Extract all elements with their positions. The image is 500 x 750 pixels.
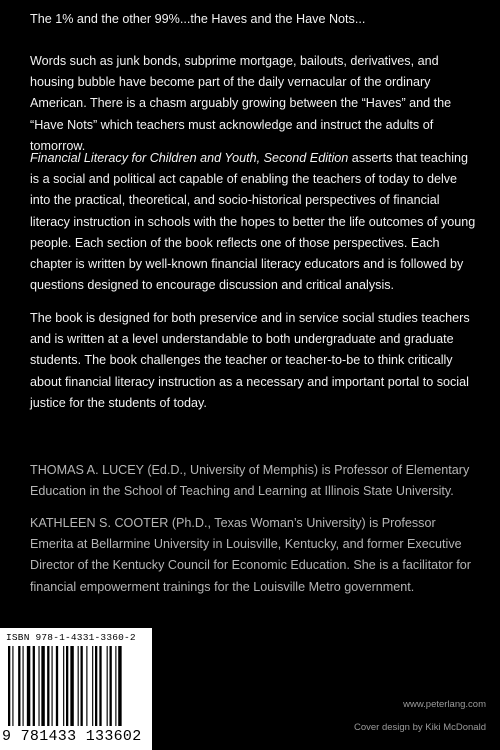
- book-title: Financial Literacy for Children and Youth, Second Edition: [30, 151, 349, 165]
- paragraph-2: [30, 148, 476, 296]
- paragraph-1: Words such as junk bonds, subprime mortgage, bailouts, derivatives, and housing bubble have become part of the daily vernacular of the ordinary American. There is a chasm arguably growing between the “Haves” and the “Have Nots” which teachers must acknowledge and instruct the adults of tomorrow.: [30, 54, 452, 153]
- paragraph-2-body: asserts that teaching is a social and political act capable of enabling the teachers of today to delve into the practical, theoretical, and socio-historical perspectives of financial literacy instruction in schools with the hopes to better the life outcomes of young people. Each section of the book reflects one of those perspectives. Each chapter is written by well-known financial literacy educators and is followed by questions designed to encourage discussion and critical analysis.: [30, 151, 476, 293]
- cover-design-credit: Cover design by Kiki McDonald: [353, 722, 486, 733]
- publisher-website[interactable]: www.peterlang.com: [403, 699, 486, 710]
- barcode: [0, 628, 152, 750]
- author-bio-lucey: THOMAS A. LUCEY (Ed.D., University of Memphis) is Professor of Elementary Education in the School of Teaching and Learning at Illinois State University.: [30, 463, 470, 499]
- barcode-bars: [8, 646, 146, 726]
- author-bio-cooter: KATHLEEN S. COOTER (Ph.D., Texas Woman’s University) is Professor Emerita at Bellarmine University in Louisville, Kentucky, and former Executive Director of the Kentucky Council for Economic Education. She is a facilitator for financial empowerment trainings for the Louisville Metro government.: [30, 516, 471, 594]
- isbn-label: ISBN 978-1-4331-3360-2: [6, 632, 136, 643]
- paragraph-3: The book is designed for both preservice and in service social studies teachers and is written at a level understandable to both undergraduate and graduate students. The book challenges the teacher or teacher-to-be to think critically about financial literacy instruction as a necessary and important portal to social justice for the students of today.: [30, 311, 470, 410]
- barcode-digits: 9 781433 133602: [2, 728, 142, 745]
- intro-line: The 1% and the other 99%...the Haves and the Have Nots...: [30, 12, 366, 26]
